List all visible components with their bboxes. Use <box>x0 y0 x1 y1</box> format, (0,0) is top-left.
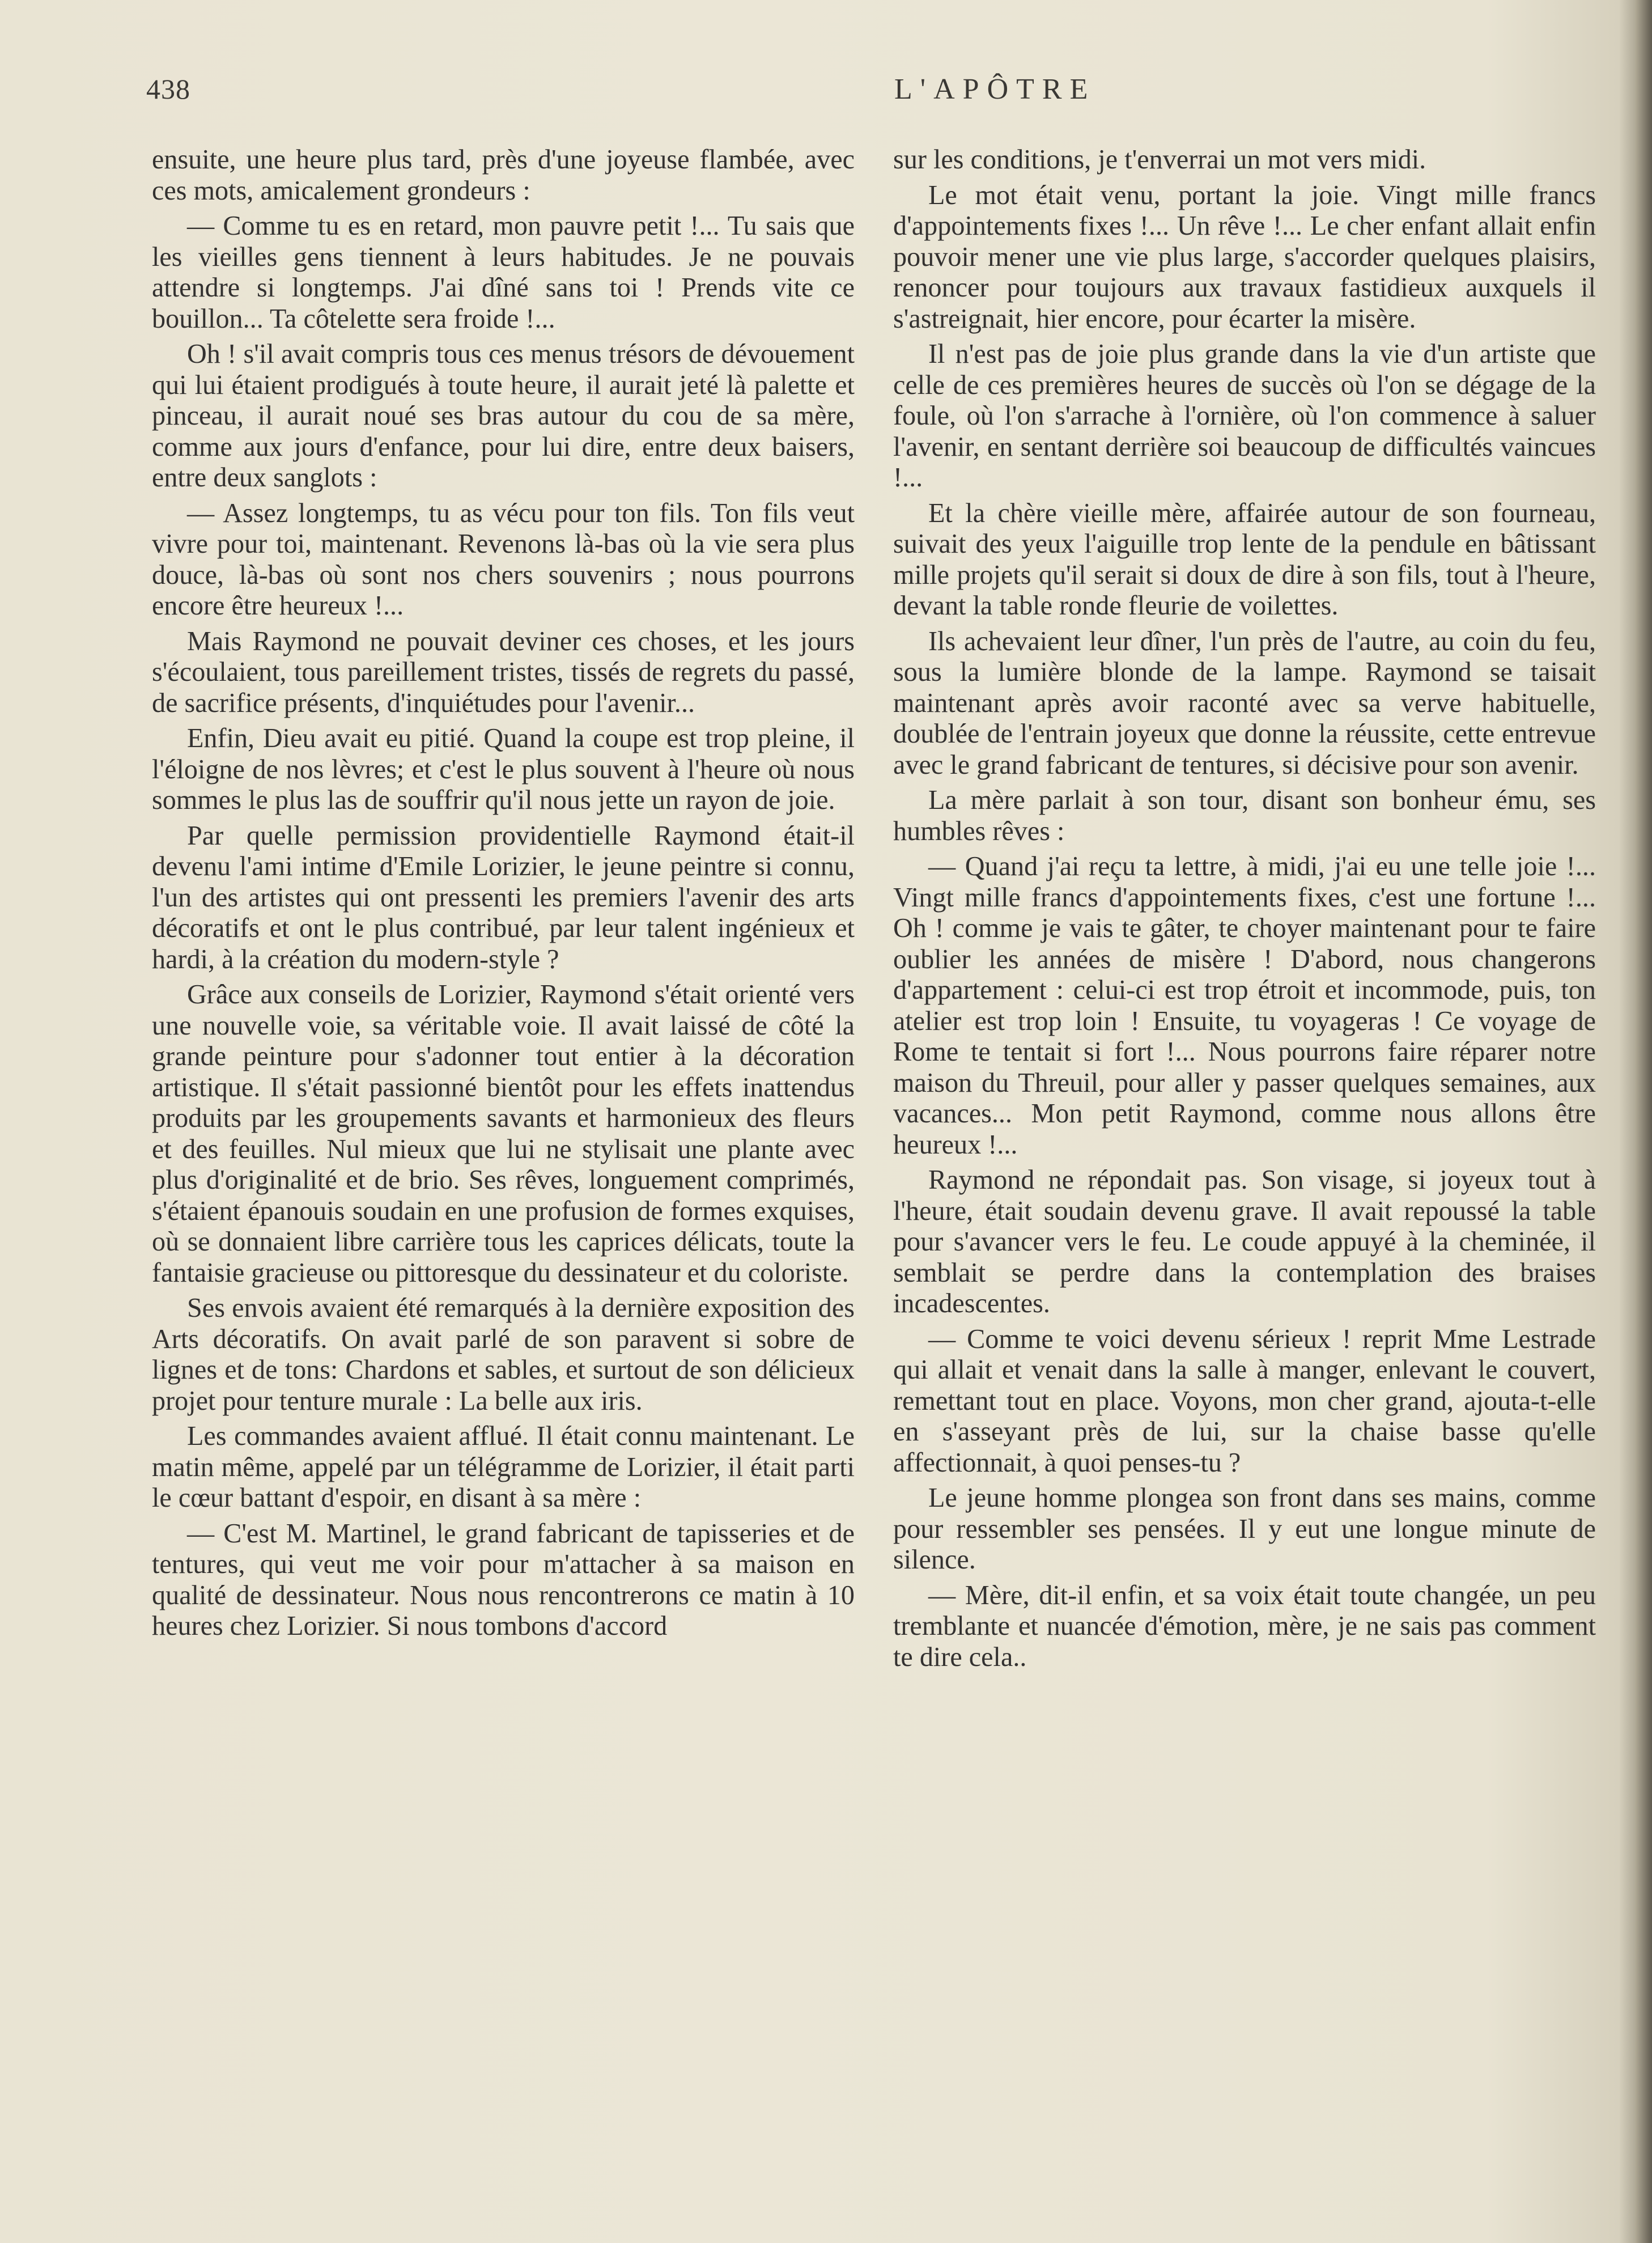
paragraph: Oh ! s'il avait compris tous ces menus trésors de dévouement qui lui étaient prodigués à toute heure, il aurait jeté là palette et pinceau, il aurait noué ses bras autour du cou de sa mère, comme aux jours d'enfance, pour lui dire, entre deux baisers, entre deux sanglots : <box>152 339 855 493</box>
paragraph: ensuite, une heure plus tard, près d'une joyeuse flambée, avec ces mots, amicalement grondeurs : <box>152 145 855 206</box>
paragraph: sur les conditions, je t'enverrai un mot vers midi. <box>893 145 1426 175</box>
paragraph: Mais Raymond ne pouvait deviner ces choses, et les jours s'écoulaient, tous pareillement tristes, tissés de regrets du passé, de sacrifice présents, d'inquiétudes pour l'avenir... <box>152 626 855 718</box>
paragraph: — Assez longtemps, tu as vécu pour ton fils. Ton fils veut vivre pour toi, maintenant. Revenons là-bas où la vie sera plus douce, là-bas où sont nos chers souvenirs ; nous pourrons encore être heureux !... <box>152 498 855 621</box>
paragraph: Ils achevaient leur dîner, l'un près de l'autre, au coin du feu, sous la lumière blonde de la lampe. Raymond se taisait maintenant après avoir raconté avec sa verve habituelle, doublée de l'entrain joyeux que donne la réussite, cette entrevue avec le grand fabricant de tentures, si décisive pour son avenir. <box>893 626 1596 780</box>
paragraph: — C'est M. Martinel, le grand fabricant de tapisseries et de tentures, qui veut me voir pour m'attacher à sa maison en qualité de dessinateur. Nous nous rencontrerons ce matin à 10 heures chez Lorizier. Si nous tombons d'accord <box>152 1518 855 1641</box>
left-text-column <box>152 145 855 1642</box>
paragraph: Raymond ne répondait pas. Son visage, si joyeux tout à l'heure, était soudain devenu grave. Il avait repoussé la table pour s'avancer vers le feu. Le coude appuyé à la cheminée, il semblait se perdre dans la contemplation des braises incadescentes. <box>893 1165 1596 1318</box>
paragraph: Enfin, Dieu avait eu pitié. Quand la coupe est trop pleine, il l'éloigne de nos lèvres; et c'est le plus souvent à l'heure où nous sommes le plus las de souffrir qu'il nous jette un rayon de joie. <box>152 723 855 815</box>
paragraph: — Mère, dit-il enfin, et sa voix était toute changée, un peu tremblante et nuancée d'émotion, mère, je ne sais pas comment te dire cela.. <box>893 1580 1596 1672</box>
paragraph: Grâce aux conseils de Lorizier, Raymond s'était orienté vers une nouvelle voie, sa véritable voie. Il avait laissé de côté la grande peinture pour s'adonner tout entier à la décoration artistique. Il s'était passionné bientôt pour les effets inattendus produits par les groupements savants et harmonieux des fleurs et des feuilles. Nul mieux que lui ne stylisait une plante avec plus d'originalité et de brio. Ses rêves, longuement comprimés, s'étaient épanouis soudain en une profusion de formes exquises, où se donnaient libre carrière tous les caprices délicats, toute la fantaisie gracieuse ou pittoresque du dessinateur et du coloriste. <box>152 980 855 1288</box>
paragraph: Le jeune homme plongea son front dans ses mains, comme pour ressembler ses pensées. Il y eut une longue minute de silence. <box>893 1483 1596 1575</box>
paragraph: — Quand j'ai reçu ta lettre, à midi, j'ai eu une telle joie !... Vingt mille francs d'appointements fixes, c'est une fortune !... Oh ! comme je vais te gâter, te choyer maintenant pour te faire oublier les années de misère ! D'abord, nous changerons d'appartement : celui-ci est trop étroit et incommode, puis, ton atelier est trop loin ! Ensuite, tu voyageras ! Ce voyage de Rome te tentait si fort !... Nous pourrons faire réparer notre maison du Threuil, pour aller y passer quelques semaines, aux vacances... Mon petit Raymond, comme nous allons être heureux !... <box>893 851 1596 1160</box>
right-text-column <box>893 145 1596 1673</box>
paragraph: Et la chère vieille mère, affairée autour de son fourneau, suivait des yeux l'aiguille trop lente de la pendule en bâtissant mille projets qu'il serait si doux de dire à son fils, tout à l'heure, devant la table ronde fleurie de voilettes. <box>893 498 1596 621</box>
paragraph: Ses envois avaient été remarqués à la dernière exposition des Arts décoratifs. On avait parlé de son paravent si sobre de lignes et de tons: Chardons et sables, et surtout de son délicieux projet pour tenture murale : La belle aux iris. <box>152 1293 855 1416</box>
book-spine-shadow <box>1635 0 1652 2243</box>
paragraph: Par quelle permission providentielle Raymond était-il devenu l'ami intime d'Emile Lorizier, le jeune peintre si connu, l'un des artistes qui ont pressenti les premiers l'avenir des arts décoratifs et ont le plus contribué, par leur talent ingénieux et hardi, à la création du modern-style ? <box>152 820 855 974</box>
paragraph: Il n'est pas de joie plus grande dans la vie d'un artiste que celle de ces premières heures de succès où l'on se dégage de la foule, où l'on s'arrache à l'ornière, où l'on commence à saluer l'avenir, en sentant derrière soi beaucoup de difficultés vaincues !... <box>893 339 1596 493</box>
paragraph: Les commandes avaient afflué. Il était connu maintenant. Le matin même, appelé par un télégramme de Lorizier, il était parti le cœur battant d'espoir, en disant à sa mère : <box>152 1421 855 1513</box>
paragraph: Le mot était venu, portant la joie. Vingt mille francs d'appointements fixes !... Un rêve !... Le cher enfant allait enfin pouvoir mener une vie plus large, s'accorder quelques plaisirs, renoncer pour toujours aux travaux fastidieux auxquels il s'astreignait, hier encore, pour écarter la misère. <box>893 180 1596 334</box>
running-title: L'APÔTRE <box>894 73 1096 105</box>
page-number: 438 <box>146 73 190 105</box>
page-header <box>146 73 1096 118</box>
paragraph: La mère parlait à son tour, disant son bonheur ému, ses humbles rêves : <box>893 785 1596 846</box>
paragraph: — Comme te voici devenu sérieux ! reprit Mme Lestrade qui allait et venait dans la salle à manger, enlevant le couvert, remettant tout en place. Voyons, mon cher grand, ajouta-t-elle en s'asseyant près de lui, sur la chaise basse qu'elle affectionnait, à quoi penses-tu ? <box>893 1324 1596 1478</box>
paragraph: — Comme tu es en retard, mon pauvre petit !... Tu sais que les vieilles gens tiennent à leurs habitudes. Je ne pouvais attendre si longtemps. J'ai dîné sans toi ! Prends vite ce bouillon... Ta côtelette sera froide !... <box>152 211 855 334</box>
